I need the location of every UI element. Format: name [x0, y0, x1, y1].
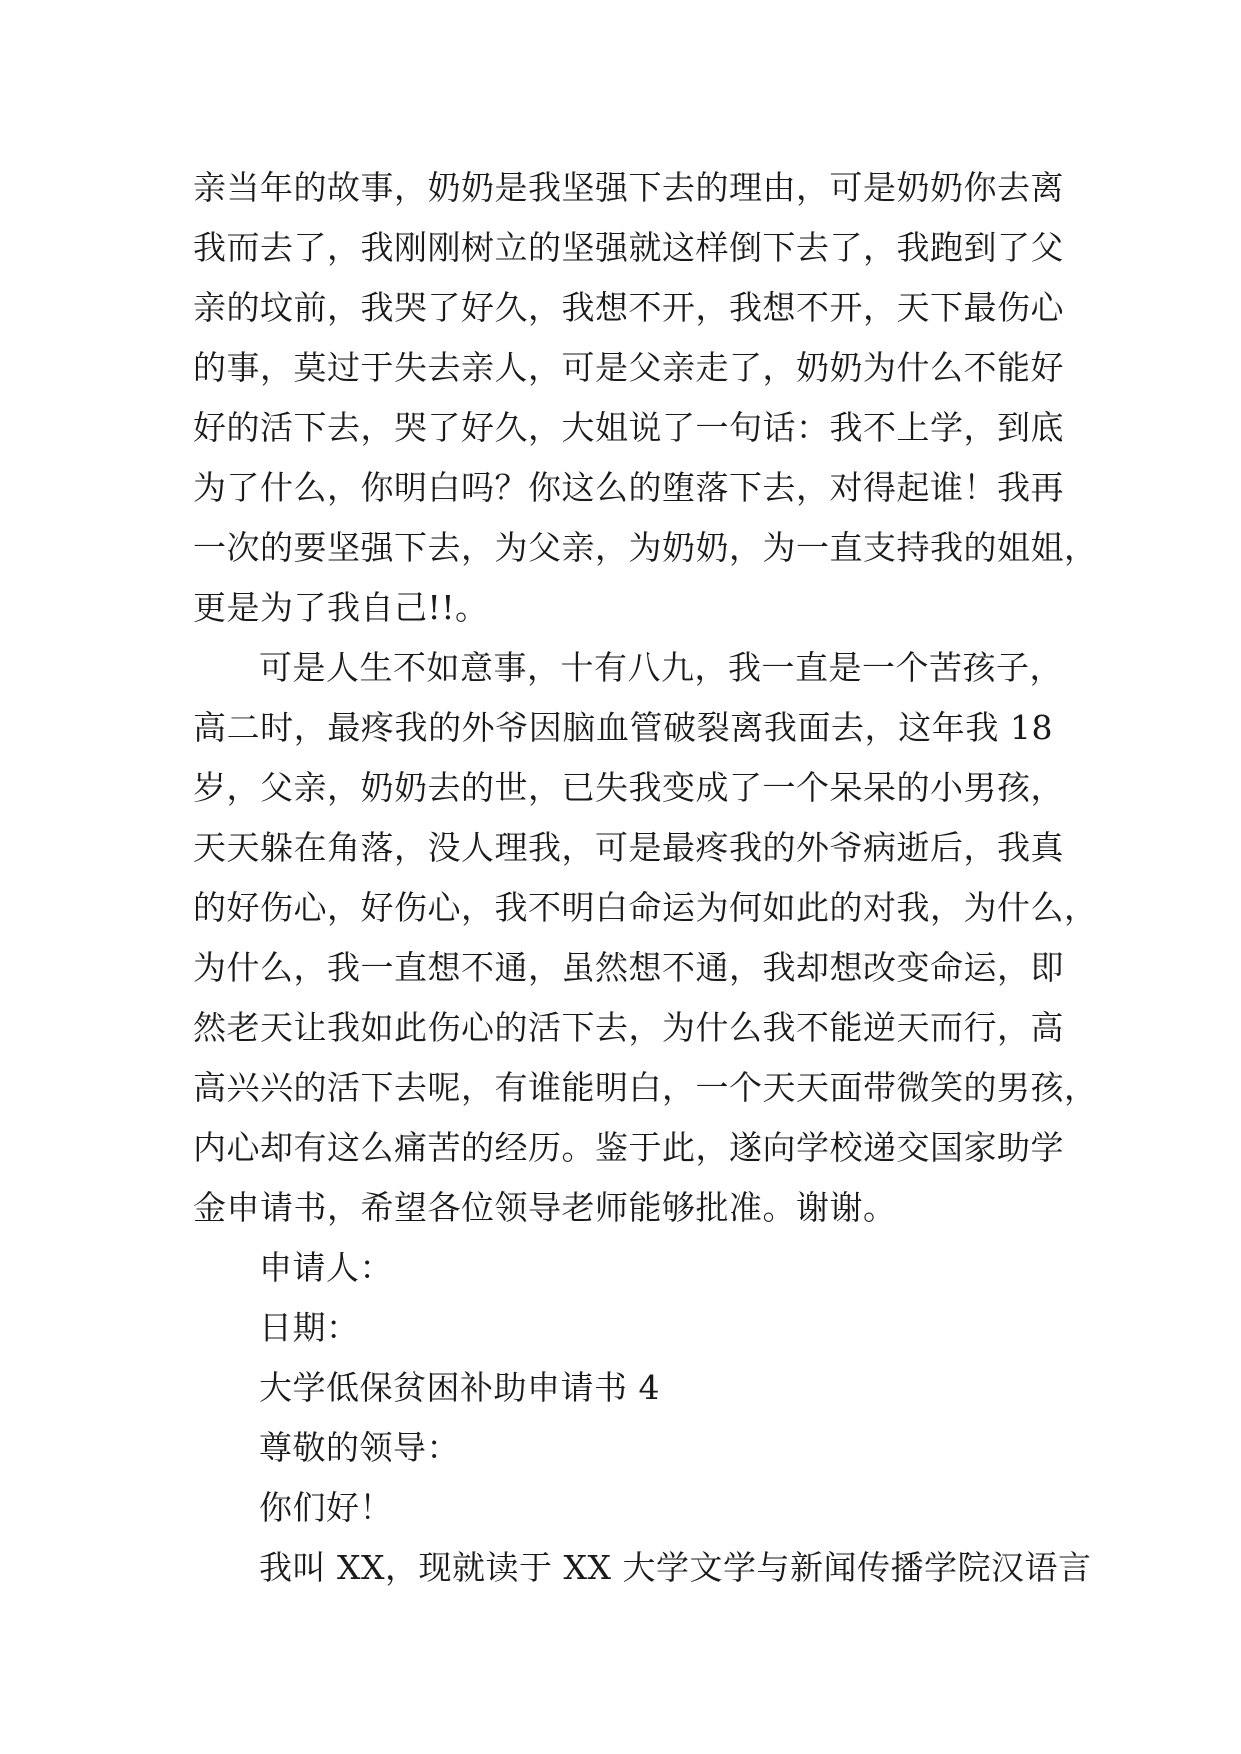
next-section — [193, 1358, 1092, 1598]
text-line: 内心却有这么痛苦的经历。鉴于此，遂向学校递交国家助学 — [193, 1128, 1064, 1167]
text-line: 我叫 XX，现就读于 XX 大学文学与新闻传播学院汉语言 — [259, 1548, 1092, 1587]
text-line: 天天躲在角落，没人理我，可是最疼我的外爷病逝后，我真 — [193, 828, 1064, 867]
signature-block — [193, 1238, 1053, 1358]
text-line: 为什么，我一直想不通，虽然想不通，我却想改变命运，即 — [193, 948, 1064, 987]
text-line: 岁，父亲，奶奶去的世，已失我变成了一个呆呆的小男孩， — [193, 768, 1064, 807]
text-line: 更是为了我自己!!。 — [193, 588, 489, 627]
applicant-label: 申请人： — [259, 1248, 393, 1287]
date-label: 日期： — [259, 1308, 360, 1347]
text-line: 然老天让我如此伤心的活下去，为什么我不能逆天而行，高 — [193, 1008, 1064, 1047]
paragraph-2 — [193, 638, 1098, 1238]
text-line: 一次的要坚强下去，为父亲，为奶奶，为一直支持我的姐姐， — [193, 528, 1098, 567]
greeting: 你们好！ — [259, 1488, 393, 1527]
text-line: 我而去了，我刚刚树立的坚强就这样倒下去了，我跑到了父 — [193, 228, 1064, 267]
text-line: 的事，莫过于失去亲人，可是父亲走了，奶奶为什么不能好 — [193, 348, 1064, 387]
document-body — [193, 158, 1098, 1598]
salutation: 尊敬的领导： — [259, 1428, 460, 1467]
text-line: 的好伤心，好伤心，我不明白命运为何如此的对我，为什么， — [193, 888, 1098, 927]
text-line: 高二时，最疼我的外爷因脑血管破裂离我面去，这年我 18 — [193, 708, 1053, 747]
text-line: 可是人生不如意事，十有八九，我一直是一个苦孩子， — [259, 648, 1063, 687]
section-title: 大学低保贫困补助申请书 4 — [259, 1368, 660, 1407]
text-line: 高兴兴的活下去呢，有谁能明白，一个天天面带微笑的男孩， — [193, 1068, 1098, 1107]
paragraph-1 — [193, 158, 1098, 638]
text-line: 好的活下去，哭了好久，大姐说了一句话：我不上学，到底 — [193, 408, 1064, 447]
text-line: 为了什么，你明白吗？你这么的堕落下去，对得起谁！我再 — [193, 468, 1064, 507]
text-line: 亲当年的故事，奶奶是我坚强下去的理由，可是奶奶你去离 — [193, 168, 1064, 207]
text-line: 金申请书，希望各位领导老师能够批准。谢谢。 — [193, 1188, 897, 1227]
text-line: 亲的坟前，我哭了好久，我想不开，我想不开，天下最伤心 — [193, 288, 1064, 327]
